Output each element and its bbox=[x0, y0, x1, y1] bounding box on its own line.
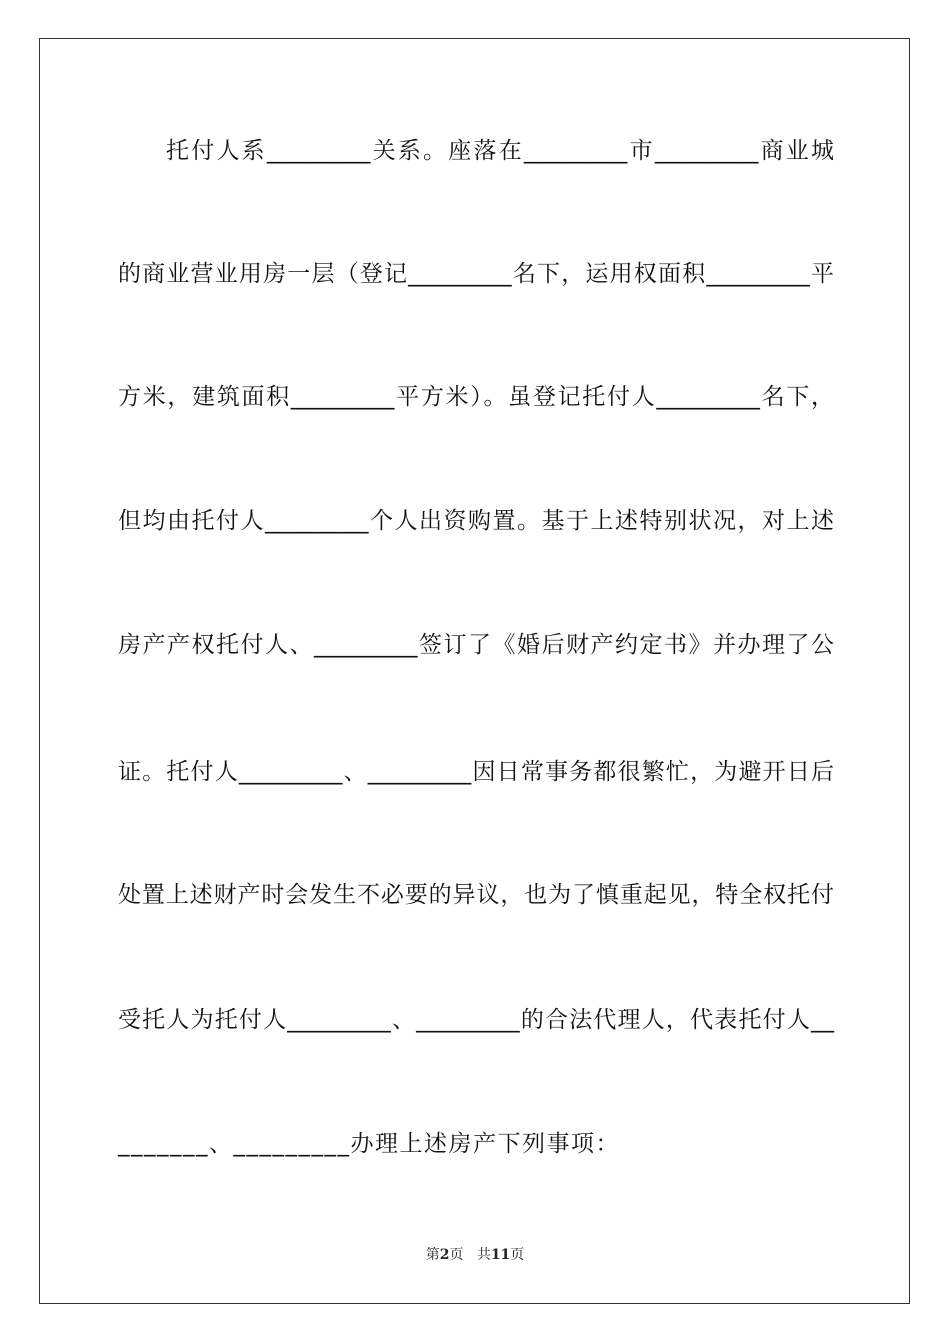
paragraph-line-1: 托付人系_________关系。座落在_________市_________商业城 bbox=[166, 138, 834, 164]
paragraph-line-5: 房产产权托付人、_________签订了《婚后财产约定书》并办理了公 bbox=[118, 632, 834, 658]
paragraph-line-8: 受托人为托付人_________、_________的合法代理人，代表托付人__ bbox=[118, 1007, 834, 1033]
paragraph-line-9: _______、_________办理上述房产下列事项： bbox=[118, 1131, 620, 1157]
footer-total-prefix: 共 bbox=[476, 1247, 491, 1263]
footer-total-pages: 11 bbox=[490, 1247, 511, 1263]
paragraph-line-4: 但均由托付人_________个人出资购置。基于上述特别状况，对上述 bbox=[118, 508, 834, 534]
paragraph-line-3: 方米，建筑面积_________平方米）。虽登记托付人_________名下， bbox=[118, 384, 834, 410]
footer-page-number: 2 bbox=[439, 1247, 450, 1263]
footer-page-prefix: 第 bbox=[425, 1247, 440, 1263]
page-border bbox=[39, 38, 910, 1304]
page-footer bbox=[0, 1246, 950, 1264]
paragraph-line-2: 的商业营业用房一层（登记_________名下，运用权面积_________平 bbox=[118, 261, 834, 287]
paragraph-line-7: 处置上述财产时会发生不必要的异议，也为了慎重起见，特全权托付 bbox=[118, 882, 834, 908]
footer-page-suffix: 页 bbox=[449, 1247, 464, 1263]
paragraph-line-6: 证。托付人_________、_________因日常事务都很繁忙，为避开日后 bbox=[118, 759, 834, 785]
footer-total-suffix: 页 bbox=[510, 1247, 525, 1263]
